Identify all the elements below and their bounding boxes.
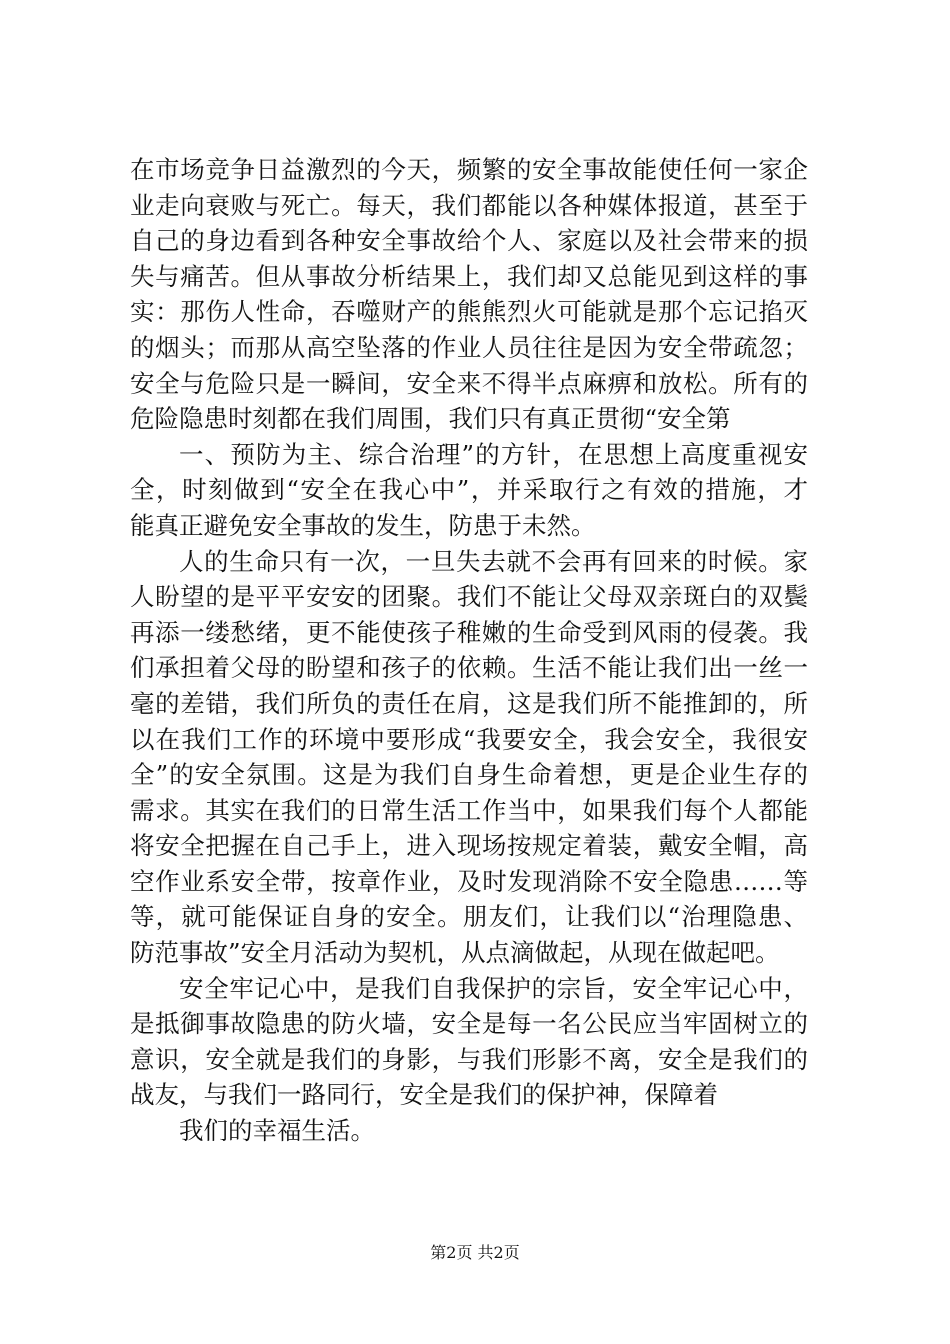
text-line: 是抵御事故隐患的防火墙，安全是每一名公民应当牢固树立的 [130,1009,808,1039]
text-line: 等，就可能保证自身的安全。朋友们，让我们以“治理隐患、 [130,902,808,932]
text-line: 安全牢记心中，是我们自我保护的宗旨，安全牢记心中， [179,973,808,1003]
text-line: 一、预防为主、综合治理”的方针，在思想上高度重视安 [179,439,808,469]
text-line: 空作业系安全带，按章作业，及时发现消除不安全隐患……等 [130,866,808,896]
text-line: 需求。其实在我们的日常生活工作当中，如果我们每个人都能 [130,795,808,825]
text-line: 自己的身边看到各种安全事故给个人、家庭以及社会带来的损 [130,226,808,256]
text-line: 防范事故”安全月活动为契机，从点滴做起，从现在做起吧。 [130,938,780,968]
text-line: 意识，安全就是我们的身影，与我们形影不离，安全是我们的 [130,1044,808,1074]
text-line: 们承担着父母的盼望和孩子的依赖。生活不能让我们出一丝一 [130,653,808,683]
text-line: 战友，与我们一路同行，安全是我们的保护神，保障着 [130,1080,718,1110]
text-line: 人盼望的是平平安安的团聚。我们不能让父母双亲斑白的双鬓 [130,582,808,612]
text-line: 人的生命只有一次，一旦失去就不会再有回来的时候。家 [179,546,808,576]
text-line: 业走向衰败与死亡。每天，我们都能以各种媒体报道，甚至于 [130,190,808,220]
text-line: 安全与危险只是一瞬间，安全来不得半点麻痹和放松。所有的 [130,368,808,398]
text-line: 再添一缕愁绪，更不能使孩子稚嫩的生命受到风雨的侵袭。我 [130,617,808,647]
text-line: 毫的差错，我们所负的责任在肩，这是我们所不能推卸的，所 [130,688,808,718]
text-line: 在市场竞争日益激烈的今天，频繁的安全事故能使任何一家企 [130,155,808,184]
page-number: 第2页 共2页 [430,1243,520,1262]
text-line: 我们的幸福生活。 [179,1116,375,1146]
text-line: 实：那伤人性命，吞噬财产的熊熊烈火可能就是那个忘记掐灭 [130,297,808,327]
text-line: 将安全把握在自己手上，进入现场按规定着装，戴安全帽，高 [130,831,808,861]
document-body [130,152,808,1149]
text-line: 危险隐患时刻都在我们周围，我们只有真正贯彻“安全第 [130,404,731,434]
text-line: 能真正避免安全事故的发生，防患于未然。 [130,510,596,540]
text-line: 失与痛苦。但从事故分析结果上，我们却又总能见到这样的事 [130,261,808,291]
text-line: 全，时刻做到“安全在我心中”，并采取行之有效的措施，才 [130,475,808,505]
text-line: 的烟头；而那从高空坠落的作业人员往往是因为安全带疏忽； [130,332,808,362]
text-line: 全”的安全氛围。这是为我们自身生命着想，更是企业生存的 [130,760,808,790]
text-line: 以在我们工作的环境中要形成“我要安全，我会安全，我很安 [130,724,808,754]
